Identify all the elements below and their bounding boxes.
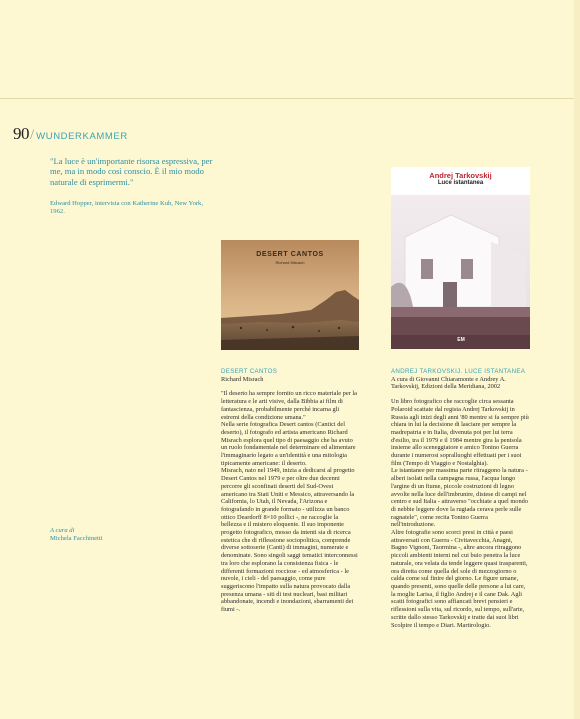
luce-istantanea-article xyxy=(391,368,529,629)
page-edge xyxy=(574,0,580,719)
article-paragraph: Altre fotografie sono scorci presi in città e paesi attraversati con Guerra - Civitavecchia, Anagni, Bagno Vignoni, Taormina -, altre ancora ritraggono piccoli ambienti interni nel cui buio penetra la luce naturale, ora velata da tende leggere quasi trasparenti, ora diretta come quella del sole di mezzogiorno o calda come sul finire del giorno. Le figure umane, quando presenti, sono quelle delle persone a lui care, la moglie Larisa, il figlio Andrej e il cane Dak. Agli scatti fotografici sono affiancati brevi pensieri e riflessioni sulla vita, sul ricordo, sul tempo, sull'arte, scritte dallo stesso Tarkovskij e tratte dai suoi libri Scolpire il tempo e Diari. Martirologio. xyxy=(391,529,528,629)
article-title: DESERT CANTOS xyxy=(221,368,278,375)
article-author: Richard Misrach xyxy=(221,375,264,383)
white-house-image xyxy=(391,167,530,349)
quote-source: Edward Hopper, intervista con Katherine Kuh, New York, 1962. xyxy=(50,200,204,215)
article-credits: A cura di Giovanni Chiaramonte e Andrey A. Tarkovskij, Edizioni della Meridiana, 2002 xyxy=(391,375,506,391)
section-title: WUNDERKAMMER xyxy=(36,131,128,142)
article-paragraph: Misrach, nato nel 1949, inizia a dedicarsi al progetto Desert Cantos nel 1979 e per oltre due decenni percorre gli sconfinati deserti del Sud-Ovest americano tra Stati Uniti e Messico, attraversando la California, lo Utah, il Nevada, l'Arizona e fotografando in grande formato - utilizza un banco ottico Deardorff 8×10 pollici -, ne raccoglie la bellezza e il mistero eloquente. Il suo imponente progetto fotografico, mosso da intenti sia di ricerca estetica che di riflessione sociopolitica, comprende diverse sottoserie (Canti) di immagini, numerate e denominate. Sono singoli saggi tematici interconnessi tra loro che esplorano la consistenza fisica - le differenti formazioni rocciose - ed atmosferica - le nuvole, i cieli - del paesaggio, come pure suggeriscono l'impatto sulla natura provocato dalla presenza umana - siti di test nucleari, basi militari abbandonate, incendi e inondazioni, sbarramenti dei fiumi -. xyxy=(221,467,358,614)
cover-author: Richard Misrach xyxy=(275,260,305,265)
publisher-logo: EM xyxy=(457,337,465,343)
cover-title: DESERT CANTOS xyxy=(256,251,324,258)
curator-name: Michela Facchinetti xyxy=(50,534,103,542)
page-header xyxy=(13,124,128,144)
curator-credit xyxy=(50,527,170,543)
article-paragraph: "Il deserto ha sempre fornito un ricco materiale per la letteratura e le arti visive, dalla Bibbia ai film di fantascienza, probabilmente perché incarna gli estremi della condizione umana." xyxy=(221,390,357,421)
luce-istantanea-cover xyxy=(391,167,530,349)
curator-label: A cura di xyxy=(50,527,75,534)
article-title: ANDREJ TARKOVSKIJ. LUCE ISTANTANEA xyxy=(391,368,526,375)
desert-cantos-article xyxy=(221,368,358,614)
page-number: 90 xyxy=(13,124,29,143)
header-rule xyxy=(0,98,580,99)
cover-subtitle: Luce istantanea xyxy=(437,180,484,186)
header-slash: / xyxy=(30,127,35,143)
article-paragraph: Nella serie fotografica Desert cantos (Cantici del deserto), il fotografo ed artista americano Richard Misrach esplora quel tipo di paesaggio che ha avuto un ruolo fondamentale nel determinare ed alimentare l'immaginario legato a un'identità e una mitologia tipicamente americane: il deserto. xyxy=(221,421,356,467)
cover-author: Andrej Tarkovskij xyxy=(429,171,492,180)
article-paragraph: Un libro fotografico che raccoglie circa sessanta Polaroid scattate dal regista Andrej Tarkovskij in Russia agli inizi degli anni '80 mentre si fa sempre più chiara in lui la decisione di lasciare per sempre la madrepatria e in Italia, divenuta poi per lui terra d'esilio, tra il 1979 e il 1984 mentre gira la penisola insieme allo sceneggiatore e amico Tonino Guerra durante i numerosi sopralluoghi effettuati per i suoi film (Tempo di Viaggio e Nostalghia). xyxy=(391,398,529,467)
article-paragraph: Le istantanee per massima parte ritraggono la natura - alberi isolati nella campagna russa, l'acqua lungo l'argine di un fiume, piccole costruzioni di legno avvolte nella luce dell'imbrunire, distese di campi nel centro e sud Italia - attraverso "occhiate a quel mondo di nebbie leggere dove la rugiada cerava perle sulle ragnatele", come recita Tonino Guerra nell'introduzione. xyxy=(391,467,528,529)
desert-cantos-cover xyxy=(221,240,359,350)
pull-quote: "La luce è un'importante risorsa espressiva, per me, ma in modo così conscio. È il mio modo naturale di esprimermi." xyxy=(50,156,213,187)
